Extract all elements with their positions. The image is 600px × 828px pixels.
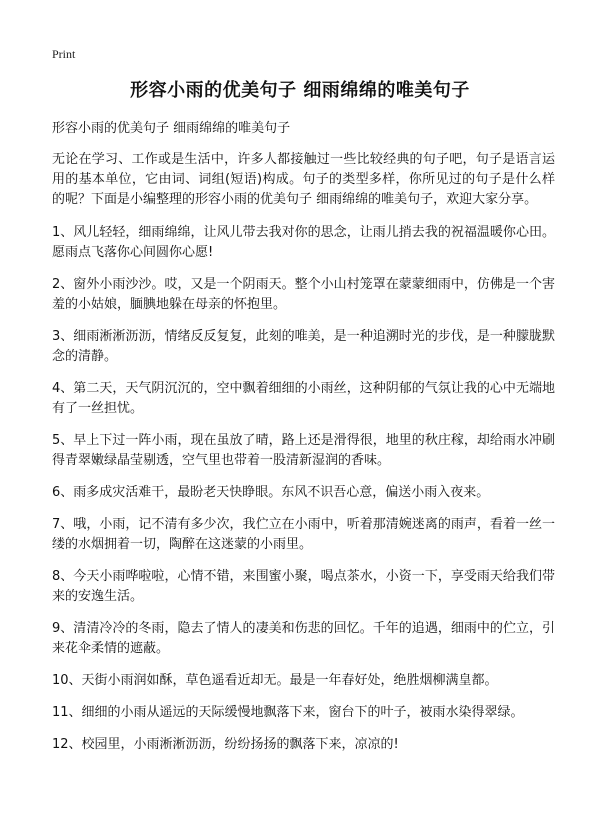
sentence-paragraph: 11、细细的小雨从遥远的天际缓慢地飘落下来，窗台下的叶子，被雨水染得翠绿。 <box>52 705 524 720</box>
sentence-paragraph: 7、哦，小雨，记不清有多少次，我伫立在小雨中，听着那清婉迷离的雨声，看着一丝一缕的水烟拥着一切，陶醉在这迷蒙的小雨里。 <box>52 517 555 552</box>
sentence-paragraph: 2、窗外小雨沙沙。哎，又是一个阴雨天。整个小山村笼罩在蒙蒙细雨中，仿佛是一个害羞的小姑娘，腼腆地躲在母亲的怀抱里。 <box>52 277 555 312</box>
sentence-paragraph: 1、风儿轻轻，细雨绵绵，让风儿带去我对你的思念，让雨儿捎去我的祝福温暖你心田。愿雨点飞落你心间圆你心愿! <box>52 225 555 260</box>
sentence-paragraph: 10、天街小雨润如酥，草色遥看近却无。最是一年春好处，绝胜烟柳满皇都。 <box>52 673 498 688</box>
page-subtitle: 形容小雨的优美句子 细雨绵绵的唯美句子 <box>52 121 291 136</box>
article-body <box>52 150 555 767</box>
sentence-paragraph: 12、校园里，小雨淅淅沥沥，纷纷扬扬的飘落下来，凉凉的! <box>52 737 399 752</box>
sentence-paragraph: 3、细雨淅淅沥沥，情绪反反复复，此刻的唯美，是一种追溯时光的步伐，是一种朦胧默念的清静。 <box>52 329 555 364</box>
sentence-paragraph: 4、第二天，天气阴沉沉的，空中飘着细细的小雨丝，这种阴郁的气氛让我的心中无端地有了一丝担忧。 <box>52 381 555 416</box>
intro-paragraph: 无论在学习、工作或是生活中，许多人都接触过一些比较经典的句子吧，句子是语言运用的基本单位，它由词、词组(短语)构成。句子的类型多样，你所见过的句子是什么样的呢？下面是小编整理的形容小雨的优美句子 细雨绵绵的唯美句子，欢迎大家分享。 <box>52 152 555 207</box>
sentence-paragraph: 5、早上下过一阵小雨，现在虽放了晴，路上还是滑得很，地里的秋庄稼，却给雨水冲刷得青翠嫩绿晶莹剔透，空气里也带着一股清新湿润的香味。 <box>52 433 555 468</box>
sentence-paragraph: 8、今天小雨哗啦啦，心情不错，来围蜜小聚，喝点茶水，小资一下，享受雨天给我们带来的安逸生活。 <box>52 569 555 604</box>
sentence-paragraph: 9、清清冷冷的冬雨，隐去了情人的凄美和伤悲的回忆。千年的追遇，细雨中的伫立，引来花伞柔情的遮蔽。 <box>52 621 555 656</box>
page-title: 形容小雨的优美句子 细雨绵绵的唯美句子 <box>130 80 470 101</box>
print-label: Print <box>52 47 76 61</box>
sentence-paragraph: 6、雨多成灾活难干，最盼老天快睁眼。东风不识吾心意，偏送小雨入夜来。 <box>52 485 490 500</box>
